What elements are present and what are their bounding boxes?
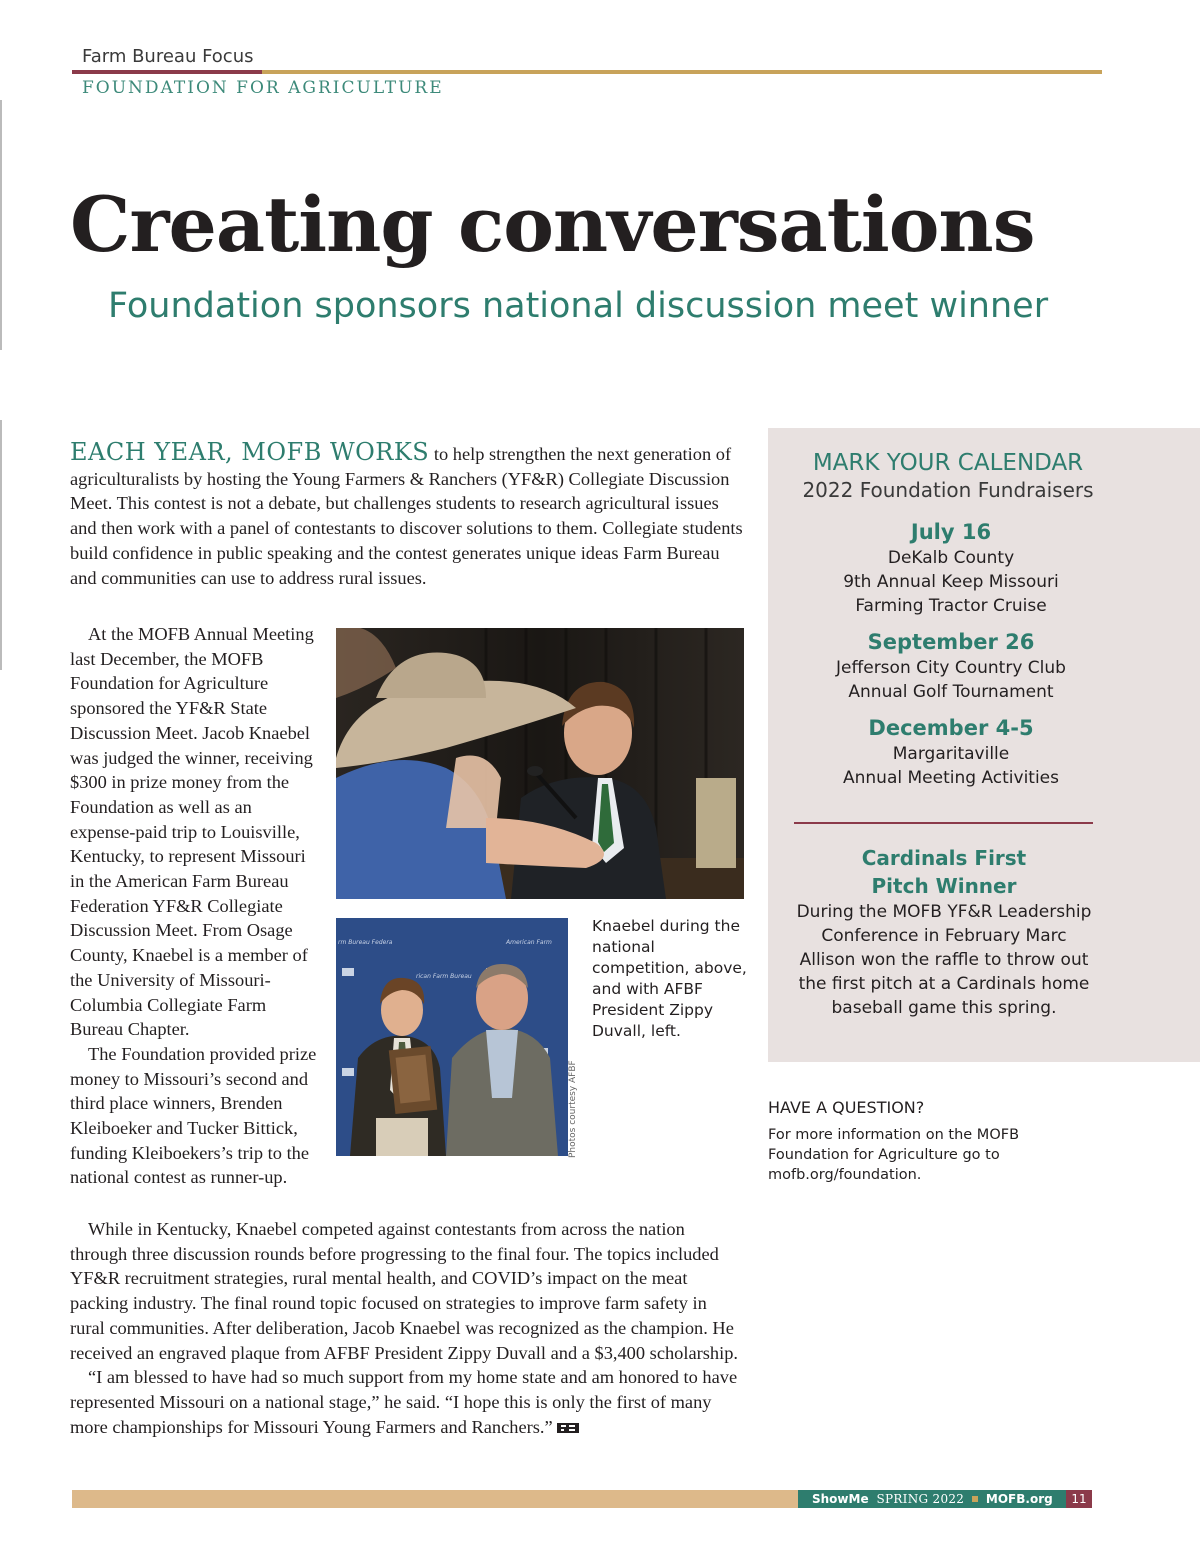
- quote-text: “I am blessed to have had so much support from my home state and am honored to have represented Missouri on a national stage,” he said. “I hope this is only the first of many more championships for Missouri Young Farmers and Ranchers.”: [70, 1367, 738, 1437]
- article-paragraph: While in Kentucky, Knaebel competed against contestants from across the nation through three discussion rounds before progressing to the final four. The topics included YF&R recruitment strategies, rural mental health, and COVID’s impact on the meat packing industry. The final round topic focused on strategies to improve farm safety in rural communities. After deliberation, Jacob Knaebel was recognized as the champion. He received an engraved plaque from AFBF President Zippy Duvall and a $3,400 scholarship.: [70, 1219, 739, 1363]
- event-item: [768, 628, 1134, 704]
- event-detail: Margaritaville: [892, 744, 1010, 764]
- svg-text:rican Farm Bureau: rican Farm Bureau: [416, 973, 472, 980]
- event-detail: 9th Annual Keep Missouri: [843, 572, 1059, 592]
- event-detail: Annual Golf Tournament: [848, 682, 1054, 702]
- article-narrow-column: [70, 622, 320, 1190]
- event-date: September 26: [867, 630, 1035, 654]
- event-item: [768, 714, 1134, 790]
- award-photo: [336, 918, 568, 1156]
- event-item: [768, 518, 1134, 618]
- page-edge-mark: [0, 420, 2, 670]
- question-title: HAVE A QUESTION?: [768, 1098, 925, 1117]
- event-detail: Farming Tractor Cruise: [855, 596, 1047, 616]
- discussion-photo: [336, 628, 744, 899]
- photo-caption: Knaebel during the national competition, above, and with AFBF President Zippy Duvall, left.: [592, 917, 747, 1040]
- footer-label: [798, 1490, 1066, 1508]
- event-list: [768, 518, 1134, 800]
- page-edge-mark: [0, 100, 2, 350]
- article-paragraph: At the MOFB Annual Meeting last December, the MOFB Foundation for Agriculture sponsored the YF&R State Discussion Meet. Jacob Knaebel was judged the winner, receiving $300 in prize money from the Foundation as well as an expense-paid trip to Louisville, Kentucky, to represent Missouri in the American Farm Bureau Federation YF&R Collegiate Discussion Meet. From Osage County, Knaebel is a member of the University of Missouri-Columbia Collegiate Farm Bureau Chapter.: [70, 624, 314, 1040]
- footer-issue: SPRING 2022: [876, 1492, 965, 1506]
- footer-site: MOFB.org: [985, 1492, 1053, 1506]
- farm-bureau-end-mark-icon: [557, 1422, 579, 1434]
- article-quote: [70, 1365, 746, 1439]
- footer-bar: [72, 1490, 798, 1508]
- lead-in: EACH YEAR, MOFB WORKS: [70, 438, 430, 466]
- subhead: Foundation sponsors national discussion meet winner: [108, 286, 1049, 326]
- article-intro: [70, 440, 746, 590]
- event-date: July 16: [910, 520, 992, 544]
- intro-text: to help strengthen the next generation of agriculturalists by hosting the Young Farmers & Ranchers (YF&R) Collegiate Discussion Meet. This contest is not a debate, but challenges students to research agricultural issues and then work with a panel of contestants to discover solutions to them. Collegiate students build confidence in public speaking and the contest generates unique ideas Farm Bureau and communities can use to address rural issues.: [70, 444, 743, 588]
- photo-credit: Photos courtesy AFBF: [568, 1060, 578, 1158]
- sidebar-divider: [794, 822, 1093, 824]
- sidebar-title: MARK YOUR CALENDAR: [812, 450, 1084, 476]
- svg-text:American Farm: American Farm: [506, 939, 552, 946]
- section-label: FOUNDATION FOR AGRICULTURE: [82, 78, 444, 98]
- sidebar-subtitle: 2022 Foundation Fundraisers: [802, 478, 1094, 502]
- calendar-sidebar: [768, 428, 1200, 1062]
- question-box: [768, 1098, 1068, 1185]
- cardinals-box: [768, 844, 1120, 1020]
- headline: Creating conversations: [70, 180, 1035, 269]
- publication-kicker: Farm Bureau Focus: [82, 46, 254, 67]
- svg-text:rm Bureau Federa: rm Bureau Federa: [338, 939, 393, 946]
- cardinals-title: Cardinals First Pitch Winner: [861, 846, 1027, 898]
- event-detail: Annual Meeting Activities: [843, 768, 1059, 788]
- article-full-column: [70, 1217, 746, 1439]
- page-number: 11: [1066, 1490, 1092, 1508]
- footer-separator-icon: [972, 1496, 978, 1502]
- footer-brand: ShowMe: [812, 1492, 869, 1506]
- event-date: December 4-5: [868, 716, 1034, 740]
- header-rule-accent: [72, 70, 262, 74]
- event-detail: Jefferson City Country Club: [836, 658, 1066, 678]
- cardinals-body: During the MOFB YF&R Leadership Conference in February Marc Allison won the raffle to throw out the first pitch at a Cardinals home baseball game this spring.: [796, 902, 1092, 1018]
- question-body: For more information on the MOFB Foundation for Agriculture go to mofb.org/foundation.: [768, 1127, 1020, 1183]
- event-detail: DeKalb County: [887, 548, 1015, 568]
- article-paragraph: The Foundation provided prize money to Missouri’s second and third place winners, Brenden Kleiboeker and Tucker Bittick, funding Kleiboekers’s trip to the national contest as runner-up.: [70, 1043, 317, 1188]
